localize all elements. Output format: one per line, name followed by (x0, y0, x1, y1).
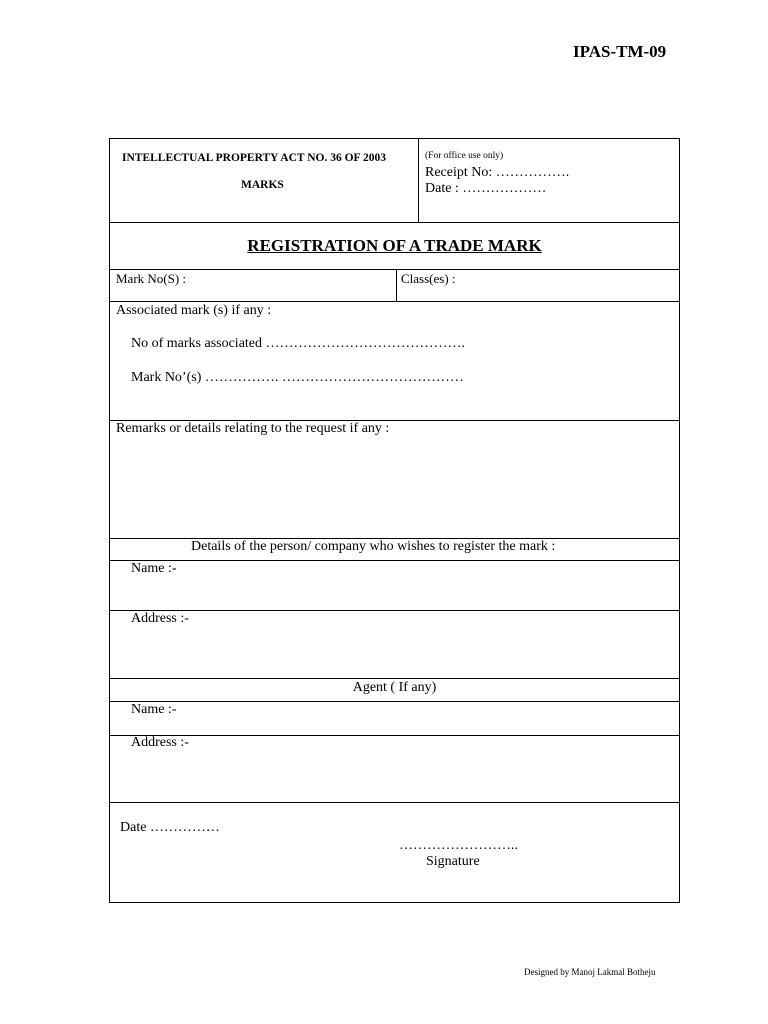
divider (110, 301, 679, 302)
office-date-field: Date : ……………… (425, 181, 547, 196)
divider (110, 222, 679, 223)
agent-address-field[interactable]: Address :- (131, 735, 189, 750)
divider (110, 802, 679, 803)
divider (110, 735, 679, 736)
remarks-field[interactable]: Remarks or details relating to the request if any : (116, 421, 390, 436)
page-title: REGISTRATION OF A TRADE MARK (247, 236, 542, 255)
divider (110, 560, 679, 561)
applicant-address-field[interactable]: Address :- (131, 611, 189, 626)
signature-label: Signature (426, 854, 480, 869)
class-field[interactable]: Class(es) : (401, 271, 456, 286)
signature-line[interactable]: …………………….. (399, 838, 518, 853)
office-use-note: (For office use only) (425, 151, 504, 161)
act-title: INTELLECTUAL PROPERTY ACT NO. 36 OF 2003 (122, 152, 387, 164)
mark-no-field[interactable]: Mark No(S) : (116, 271, 187, 286)
applicant-name-field[interactable]: Name :- (131, 561, 177, 576)
date-field[interactable]: Date …………… (120, 820, 220, 835)
applicant-heading: Details of the person/ company who wishes to register the mark : (191, 539, 556, 554)
divider (110, 701, 679, 702)
trade-mark-registration-form (109, 138, 680, 903)
associated-marks-heading: Associated mark (s) if any : (116, 303, 272, 318)
divider (110, 269, 679, 270)
footer-credit: Designed by Manoj Lakmal Botheju (524, 967, 656, 977)
divider (110, 678, 679, 679)
agent-heading: Agent ( If any) (352, 680, 437, 695)
form-code: IPAS-TM-09 (573, 42, 667, 61)
agent-name-field[interactable]: Name :- (131, 702, 177, 717)
marks-label: MARKS (241, 179, 284, 191)
receipt-no-field: Receipt No: ……………. (425, 165, 570, 180)
associated-mark-nos-field[interactable]: Mark No’(s) ……………. ………………………………… (131, 370, 464, 385)
header-divider (418, 139, 419, 222)
associated-count-field[interactable]: No of marks associated ……………………………………. (131, 336, 466, 351)
divider (110, 610, 679, 611)
mark-class-divider (396, 269, 397, 301)
